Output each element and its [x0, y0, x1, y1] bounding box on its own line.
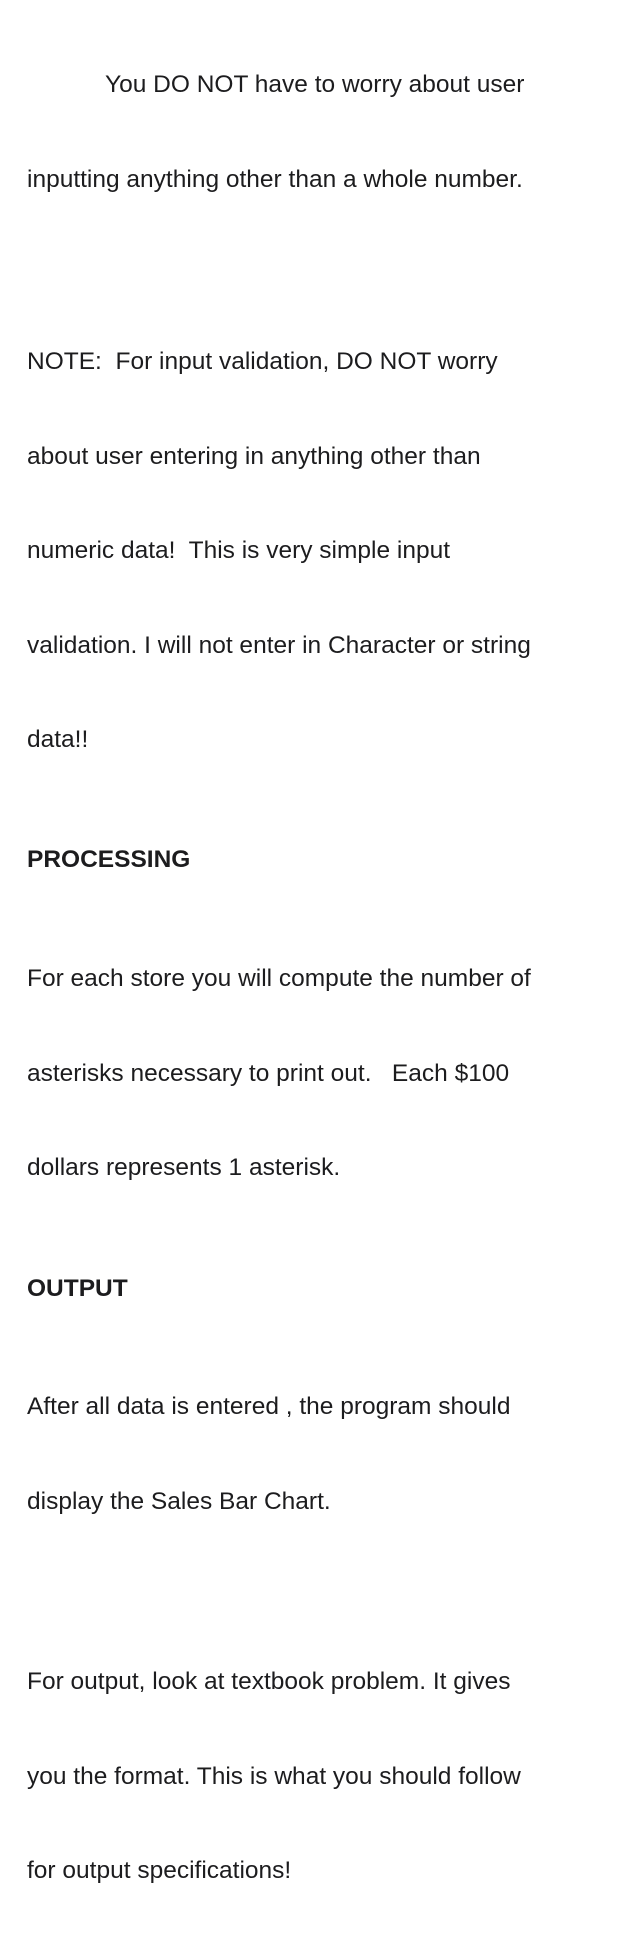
intro-line-1-text: You DO NOT have to worry about user [105, 71, 525, 98]
note-line-3: numeric data! This is very simple input [27, 537, 451, 564]
note-line-5: data!! [27, 726, 89, 753]
processing-line-3: dollars represents 1 asterisk. [27, 1154, 341, 1181]
processing-line-1: For each store you will compute the number of [27, 965, 531, 992]
output-display-line-1: After all data is entered , the program should [27, 1393, 511, 1420]
processing-paragraph [27, 900, 617, 1247]
output-heading: OUTPUT [27, 1274, 128, 1302]
intro-line-2: inputting anything other than a whole number. [27, 165, 523, 193]
output-format-line-3: for output specifications! [27, 1857, 292, 1884]
intro-line-1 [27, 69, 617, 101]
intro-paragraph [27, 6, 617, 258]
processing-heading: PROCESSING [27, 845, 191, 873]
note-paragraph [27, 283, 617, 819]
output-display-line-2: display the Sales Bar Chart. [27, 1487, 331, 1515]
note-line-4: validation. I will not enter in Character or string [27, 631, 531, 659]
note-line-2: about user entering in anything other than [27, 442, 481, 470]
output-display-paragraph [27, 1328, 617, 1580]
note-line-1: NOTE: For input validation, DO NOT worry [27, 348, 498, 375]
output-format-paragraph [27, 1603, 617, 1950]
document-body [27, 6, 617, 1950]
processing-line-2: asterisks necessary to print out. Each $100 [27, 1059, 510, 1087]
output-format-line-1: For output, look at textbook problem. It gives [27, 1668, 511, 1695]
output-format-line-2: you the format. This is what you should follow [27, 1762, 521, 1790]
